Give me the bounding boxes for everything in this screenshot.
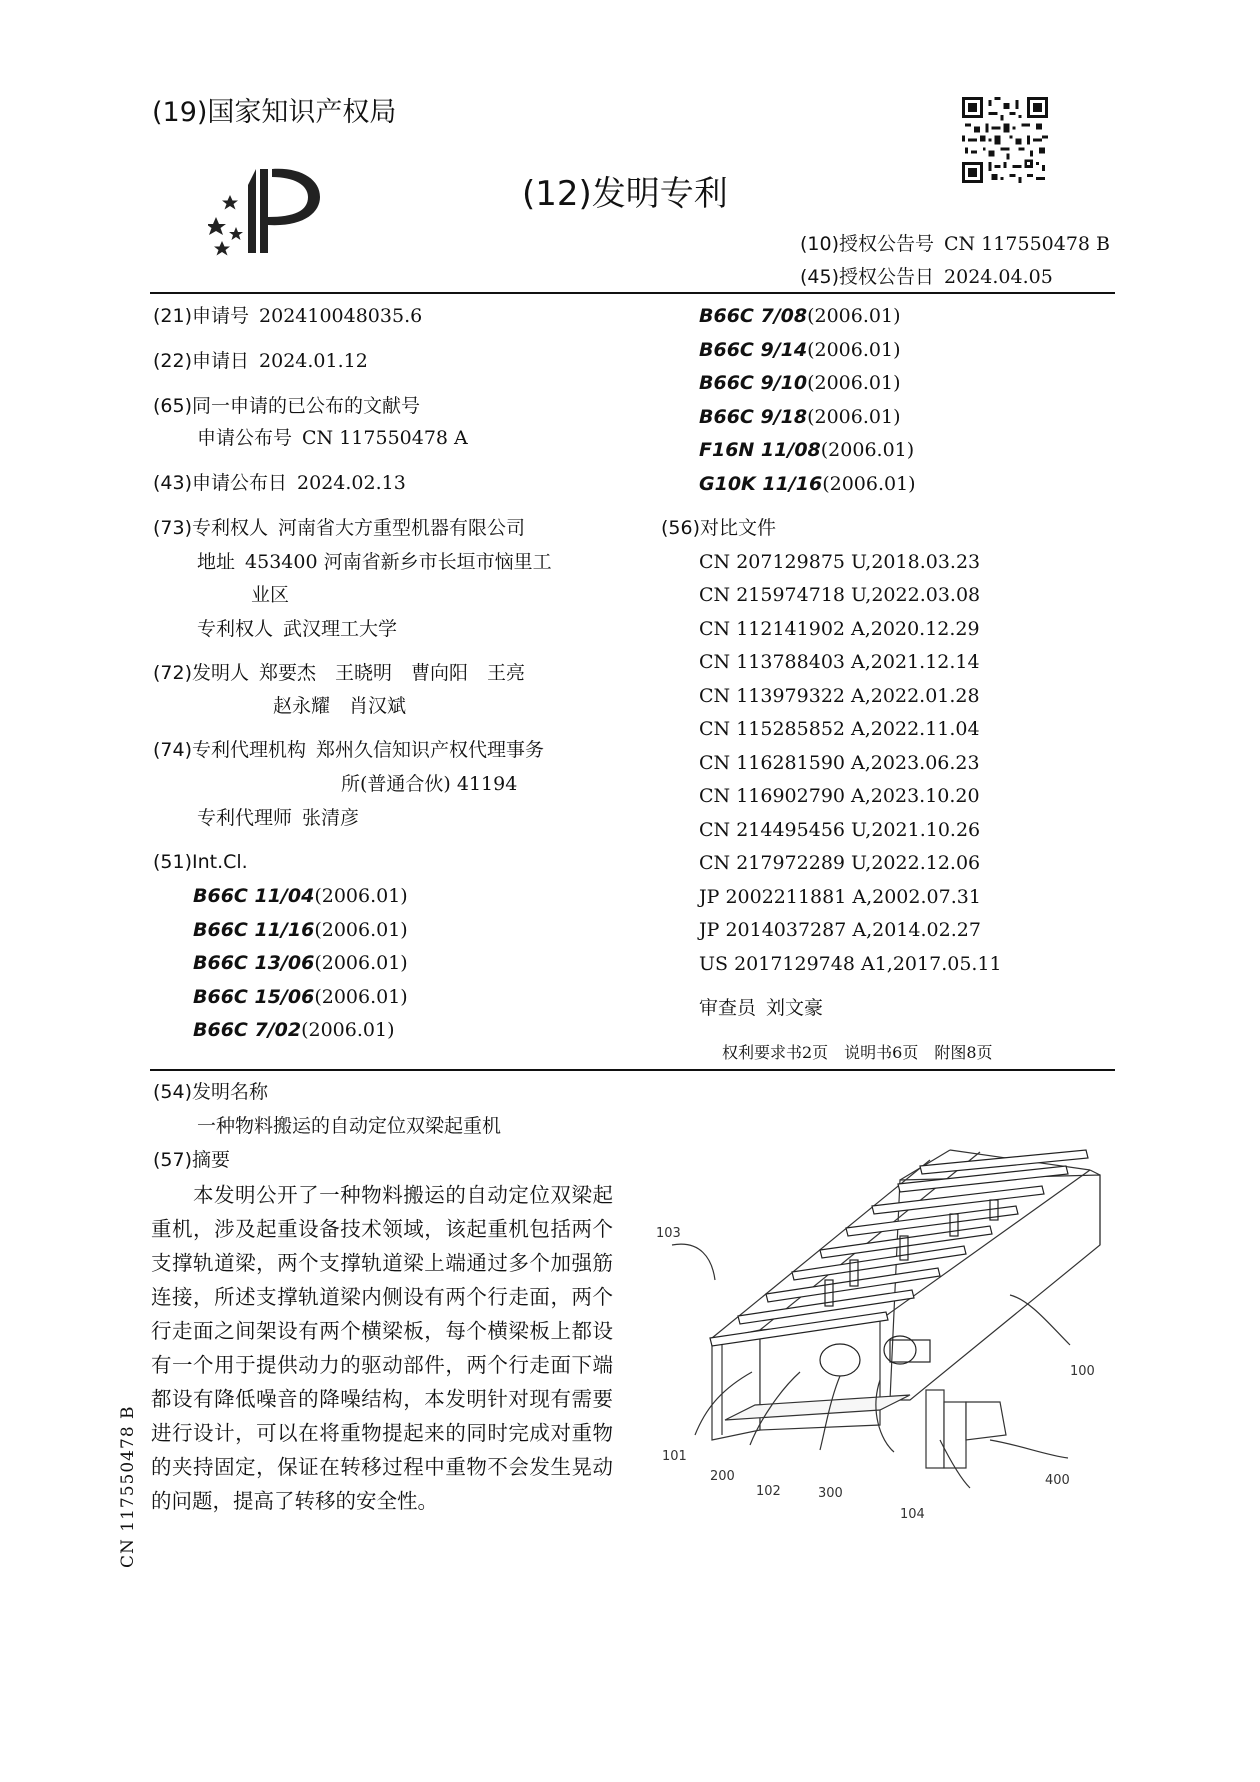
prior-publication-number: CN 117550478 A bbox=[302, 427, 468, 449]
patentee-row bbox=[153, 516, 525, 540]
intcl-code: F16N 11/08 bbox=[699, 439, 821, 461]
intcl-item bbox=[699, 405, 901, 429]
application-date-row bbox=[153, 349, 368, 373]
reference-item: CN 113788403 A,2021.12.14 bbox=[699, 651, 980, 673]
intcl-code: B66C 7/02 bbox=[193, 1019, 302, 1041]
abstract-text: 本发明公开了一种物料搬运的自动定位双梁起重机，涉及起重设备技术领域，该起重机包括两个支撑轨道梁，两个支撑轨道梁上端通过多个加强筋连接，所述支撑轨道梁内侧设有两个行走面，两个行走面之间架设有两个横梁板，每个横梁板上都设有一个用于提供动力的驱动部件，两个行走面下端都设有降低噪音的降噪结构，本发明针对现有需要进行设计，可以在将重物提起来的同时完成对重物的夹持固定，保证在转移过程中重物不会发生晃动的问题，提高了转移的安全性。 bbox=[151, 1183, 613, 1513]
publication-date-label: (45)授权公告日 bbox=[800, 266, 935, 288]
agent-row bbox=[197, 806, 359, 830]
publication-number-row bbox=[800, 232, 1110, 256]
abstract-divider bbox=[150, 1069, 1115, 1071]
intcl-version: (2006.01) bbox=[314, 885, 408, 907]
prior-publication-row bbox=[197, 426, 468, 450]
reference-item: CN 215974718 U,2022.03.08 bbox=[699, 584, 981, 606]
publication-date-row bbox=[800, 265, 1053, 289]
reference-item: CN 207129875 U,2018.03.23 bbox=[699, 551, 981, 573]
intcl-version: (2006.01) bbox=[822, 473, 916, 495]
patentee2-label: 专利权人 bbox=[197, 618, 274, 640]
patentee: 河南省大方重型机器有限公司 bbox=[278, 517, 526, 539]
inventors-line1: 郑要杰 王晓明 曹向阳 王亮 bbox=[259, 662, 526, 684]
intcl-code: B66C 15/06 bbox=[193, 986, 315, 1008]
intcl-version: (2006.01) bbox=[314, 986, 408, 1008]
reference-item: JP 2014037287 A,2014.02.27 bbox=[699, 919, 981, 941]
intcl-version: (2006.01) bbox=[314, 952, 408, 974]
reference-item: CN 116902790 A,2023.10.20 bbox=[699, 785, 980, 807]
intcl-item bbox=[699, 438, 914, 462]
figure-label-200: 200 bbox=[710, 1469, 735, 1484]
address-line2: 业区 bbox=[251, 584, 290, 606]
intcl-item bbox=[193, 918, 408, 942]
examiner: 刘文豪 bbox=[766, 997, 824, 1019]
figure-label-100: 100 bbox=[1070, 1364, 1095, 1379]
reference-item: CN 115285852 A,2022.11.04 bbox=[699, 718, 980, 740]
intcl-code: B66C 13/06 bbox=[193, 952, 315, 974]
intcl-code: B66C 9/10 bbox=[699, 372, 808, 394]
figure-label-300: 300 bbox=[818, 1486, 843, 1501]
qr-code bbox=[962, 97, 1048, 183]
examiner-row bbox=[699, 996, 823, 1020]
intcl-version: (2006.01) bbox=[807, 372, 901, 394]
intcl-item bbox=[699, 472, 916, 496]
header-divider bbox=[150, 292, 1115, 294]
address-line1: 453400 河南省新乡市长垣市恼里工 bbox=[245, 551, 552, 573]
agency-row bbox=[153, 738, 544, 762]
publication-number: CN 117550478 B bbox=[944, 233, 1111, 255]
publication-number-label: (10)授权公告号 bbox=[800, 233, 935, 255]
application-number: 202410048035.6 bbox=[259, 305, 423, 327]
cnipa-logo bbox=[208, 165, 328, 260]
intcl-code: B66C 9/18 bbox=[699, 406, 808, 428]
crane-figure bbox=[650, 1140, 1110, 1530]
intcl-code: B66C 11/04 bbox=[193, 885, 315, 907]
intcl-code: B66C 11/16 bbox=[193, 919, 315, 941]
prior-publication-date: 2024.02.13 bbox=[297, 472, 406, 494]
inventors-label: (72)发明人 bbox=[153, 662, 250, 684]
reference-item: CN 217972289 U,2022.12.06 bbox=[699, 852, 981, 874]
intcl-code: B66C 9/14 bbox=[699, 339, 808, 361]
document-type: (12)发明专利 bbox=[522, 174, 728, 214]
figure-label-104: 104 bbox=[900, 1507, 925, 1522]
intcl-version: (2006.01) bbox=[820, 439, 915, 461]
intcl-code: B66C 7/08 bbox=[699, 305, 808, 327]
intcl-item bbox=[193, 985, 408, 1009]
intcl-version: (2006.01) bbox=[807, 406, 901, 428]
reference-item: CN 214495456 U,2021.10.26 bbox=[699, 819, 981, 841]
page-counts: 权利要求书2页 说明书6页 附图8页 bbox=[722, 1043, 993, 1062]
application-date-label: (22)申请日 bbox=[153, 350, 250, 372]
prior-publication-heading: (65)同一申请的已公布的文献号 bbox=[153, 395, 421, 417]
patentee2-row bbox=[197, 617, 397, 641]
intcl-version: (2006.01) bbox=[807, 339, 901, 361]
agency-line2: 所(普通合伙) 41194 bbox=[341, 773, 518, 795]
intcl-version: (2006.01) bbox=[314, 919, 408, 941]
figure-label-400: 400 bbox=[1045, 1473, 1070, 1488]
inventors-line2: 赵永耀 肖汉斌 bbox=[273, 695, 407, 717]
address-label: 地址 bbox=[197, 551, 236, 573]
patentee2: 武汉理工大学 bbox=[283, 618, 398, 640]
application-date: 2024.01.12 bbox=[259, 350, 368, 372]
patentee-label: (73)专利权人 bbox=[153, 517, 269, 539]
reference-item: US 2017129748 A1,2017.05.11 bbox=[699, 953, 1002, 975]
prior-publication-label: 申请公布号 bbox=[197, 427, 293, 449]
title-label: (54)发明名称 bbox=[153, 1081, 269, 1103]
figure-label-101: 101 bbox=[662, 1449, 687, 1464]
prior-publication-date-label: (43)申请公布日 bbox=[153, 472, 288, 494]
application-number-row bbox=[153, 304, 422, 328]
figure-label-103: 103 bbox=[656, 1226, 681, 1241]
prior-publication-date-row bbox=[153, 471, 406, 495]
agent-label: 专利代理师 bbox=[197, 807, 293, 829]
application-number-label: (21)申请号 bbox=[153, 305, 250, 327]
intcl-item bbox=[193, 884, 408, 908]
references-label: (56)对比文件 bbox=[661, 517, 777, 539]
agency-label: (74)专利代理机构 bbox=[153, 739, 307, 761]
intcl-item bbox=[699, 304, 901, 328]
intcl-item bbox=[193, 951, 408, 975]
intcl-code: G10K 11/16 bbox=[699, 473, 823, 495]
agent: 张清彦 bbox=[302, 807, 360, 829]
agency-line1: 郑州久信知识产权代理事务 bbox=[316, 739, 545, 761]
intcl-item bbox=[193, 1018, 395, 1042]
address-row bbox=[197, 550, 552, 574]
office-name: (19)国家知识产权局 bbox=[152, 97, 397, 128]
intcl-item bbox=[699, 338, 901, 362]
reference-item: JP 2002211881 A,2002.07.31 bbox=[699, 886, 981, 908]
side-publication-number: CN 117550478 B bbox=[118, 1405, 138, 1568]
abstract-label: (57)摘要 bbox=[153, 1149, 231, 1171]
reference-item: CN 116281590 A,2023.06.23 bbox=[699, 752, 980, 774]
reference-item: CN 113979322 A,2022.01.28 bbox=[699, 685, 980, 707]
intcl-version: (2006.01) bbox=[807, 305, 901, 327]
reference-item: CN 112141902 A,2020.12.29 bbox=[699, 618, 980, 640]
intcl-version: (2006.01) bbox=[301, 1019, 395, 1041]
figure-label-102: 102 bbox=[756, 1484, 781, 1499]
invention-title: 一种物料搬运的自动定位双梁起重机 bbox=[197, 1115, 502, 1137]
examiner-label: 审查员 bbox=[699, 997, 757, 1019]
intcl-item bbox=[699, 371, 901, 395]
publication-date: 2024.04.05 bbox=[944, 266, 1053, 288]
inventors-row bbox=[153, 661, 525, 685]
intcl-label: (51)Int.Cl. bbox=[153, 851, 248, 873]
